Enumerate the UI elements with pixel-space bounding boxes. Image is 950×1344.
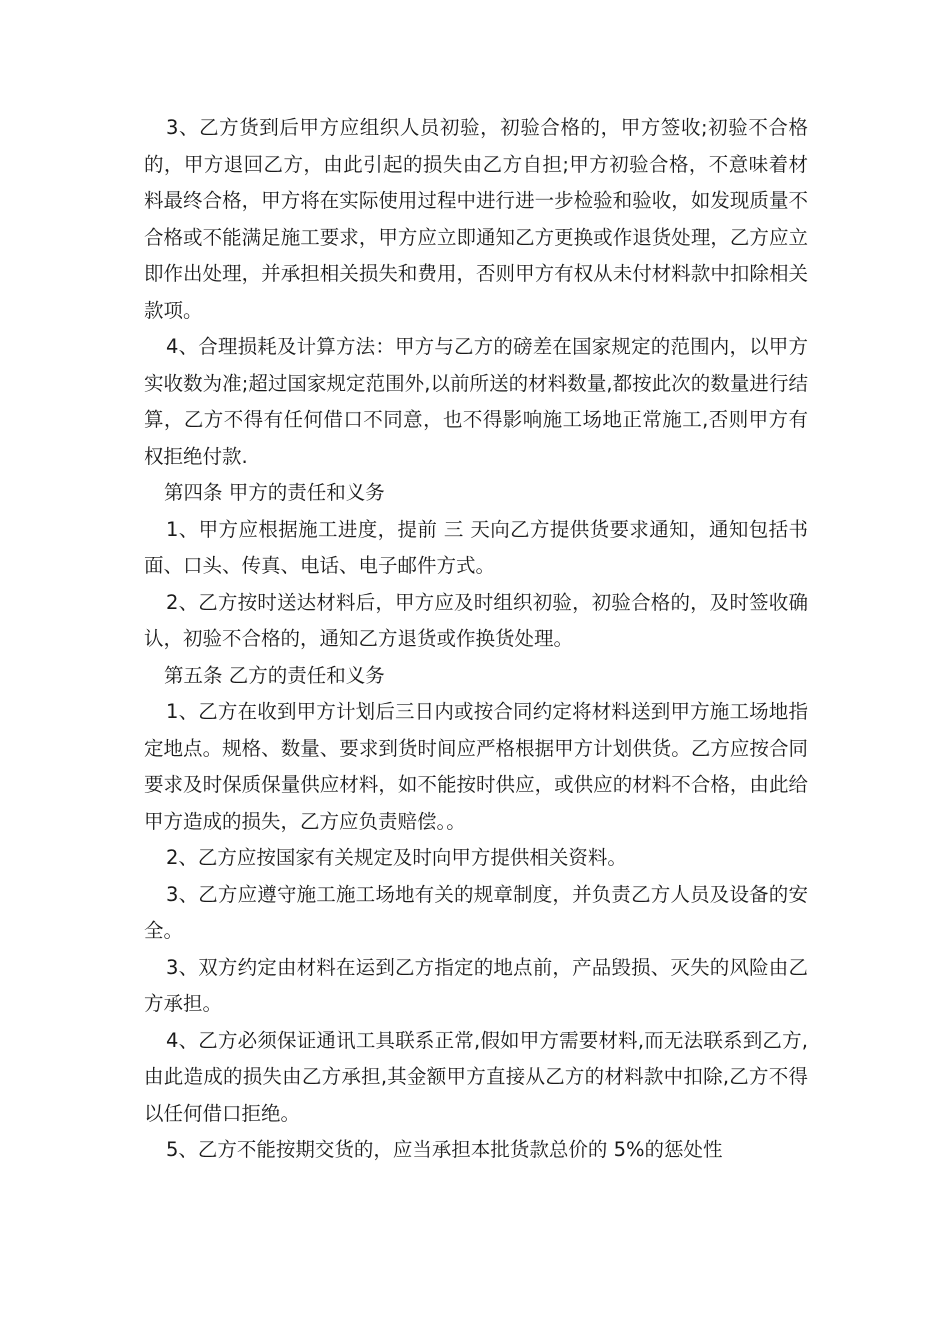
article-5-item-3b: 3、双方约定由材料在运到乙方指定的地点前，产品毁损、灭失的风险由乙方承担。	[144, 955, 808, 1015]
article-5-item-5: 5、乙方不能按期交货的，应当承担本批货款总价的 5%的惩处性	[166, 1138, 723, 1161]
article-5-item-4: 4、乙方必须保证通讯工具联系正常,假如甲方需要材料,而无法联系到乙方,由此造成的损失由乙方承担,其金额甲方直接从乙方的材料款中扣除,乙方不得以任何借口拒绝。	[144, 1028, 808, 1125]
article-5-heading: 第五条 乙方的责任和义务	[164, 663, 385, 687]
document-body	[144, 110, 808, 1169]
clause-3-inspection: 3、乙方货到后甲方应组织人员初验，初验合格的，甲方签收;初验不合格的，甲方退回乙方，由此引起的损失由乙方自担;甲方初验合格，不意味着材料最终合格，甲方将在实际使用过程中进行进一步检验和验收，如发现质量不合格或不能满足施工要求，甲方应立即通知乙方更换或作退货处理，乙方应立即作出处理，并承担相关损失和费用，否则甲方有权从未付材料款中扣除相关款项。	[144, 116, 808, 322]
article-4-item-2: 2、乙方按时送达材料后，甲方应及时组织初验，初验合格的，及时签收确认，初验不合格的，通知乙方退货或作换货处理。	[144, 590, 808, 650]
clause-4-loss-calculation: 4、合理损耗及计算方法：甲方与乙方的磅差在国家规定的范围内，以甲方实收数为准;超过国家规定范围外,以前所送的材料数量,都按此次的数量进行结算，乙方不得有任何借口不同意，也不得影响施工场地正常施工,否则甲方有权拒绝付款.	[144, 335, 808, 468]
article-5-item-2: 2、乙方应按国家有关规定及时向甲方提供相关资料。	[166, 846, 627, 869]
article-5-item-1: 1、乙方在收到甲方计划后三日内或按合同约定将材料送到甲方施工场地指定地点。规格、数量、要求到货时间应严格根据甲方计划供货。乙方应按合同要求及时保质保量供应材料，如不能按时供应，或供应的材料不合格，由此给甲方造成的损失，乙方应负责赔偿。。	[144, 700, 808, 833]
article-4-heading: 第四条 甲方的责任和义务	[164, 481, 385, 504]
article-4-item-1: 1、甲方应根据施工进度，提前 三 天向乙方提供货要求通知，通知包括书面、口头、传真、电话、电子邮件方式。	[144, 517, 808, 577]
article-5-item-3a: 3、乙方应遵守施工施工场地有关的规章制度，并负责乙方人员及设备的安全。	[144, 882, 808, 942]
